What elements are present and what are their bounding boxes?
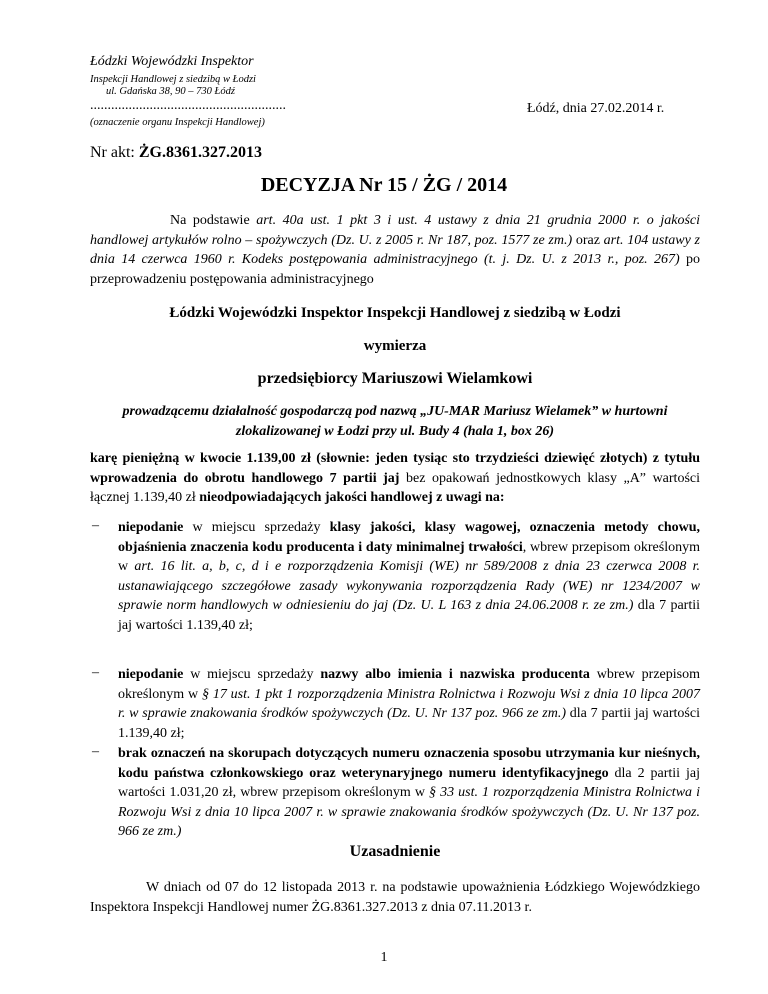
bullet-dash: – — [92, 665, 99, 680]
authority-caption: (oznaczenie organu Inspekcji Handlowej) — [90, 117, 265, 128]
page-number: 1 — [380, 950, 388, 965]
case-number-value: ŻG.8361.327.2013 — [138, 144, 262, 161]
violation-item: niepodanie w miejscu sprzedaży nazwy albo imienia i nazwiska producenta wbrew przepisom określonym w § 17 ust. 1 pkt 1 rozporządzenia Ministra Rolnictwa i Rozwoju Wsi z dnia 10 lipca 2007 r. w sprawie znakowania środków spożywczych (Dz. U. Nr 137 poz. 966 ze zm.) dla 7 partii jaj wartości 1.139,40 zł; — [118, 667, 701, 741]
recipient-name: przedsiębiorcy Mariuszowi Wielamkowi — [257, 370, 533, 387]
case-number-label: Nr akt: — [90, 144, 139, 161]
justification-paragraph: W dniach od 07 do 12 listopada 2013 r. na podstawie upoważnienia Łódzkiego Wojewódzkiego Inspektora Inspekcji Handlowej numer ŻG.8361.327.2013 z dnia 07.11.2013 r. — [90, 880, 700, 915]
place-date: Łódź, dnia 27.02.2014 r. — [527, 101, 665, 116]
recipient-description: prowadzącemu działalność gospodarczą pod nazwą „JU-MAR Mariusz Wielamek” w hurtowni zlokalizowanej w Łodzi przy ul. Budy 4 (hala 1, box 26) — [122, 404, 668, 439]
decision-verb: wymierza — [363, 338, 427, 354]
authority-name: Łódzki Wojewódzki Inspektor — [90, 54, 254, 69]
justification-heading: Uzasadnienie — [349, 843, 441, 860]
decision-title: DECYZJA Nr 15 / ŻG / 2014 — [260, 174, 508, 196]
signature-dots: ........................................................ — [90, 98, 286, 113]
authority-seat: Inspekcji Handlowej z siedzibą w Łodzi — [90, 74, 256, 85]
preamble-paragraph: Na podstawie art. 40a ust. 1 pkt 3 i ust. 4 ustawy z dnia 21 grudnia 2000 r. o jakości handlowej artykułów rolno – spożywczych (Dz. U. z 2005 r. Nr 187, poz. 1577 ze zm.) oraz art. 104 ustawy z dnia 14 czerwca 1960 r. Kodeks postępowania administracyjnego (t. j. Dz. U. z 2013 r., poz. 267) po przeprowadzeniu postępowania administracyjnego — [90, 213, 701, 287]
violation-item: niepodanie w miejscu sprzedaży klasy jakości, klasy wagowej, oznaczenia metody chowu, objaśnienia znaczenia kodu producenta i daty minimalnej trwałości, wbrew przepisom określonym w art. 16 lit. a, b, c, d i e rozporządzenia Komisji (WE) nr 589/2008 z dnia 23 czerwca 2008 r. ustanawiającego szczegółowe zasady wykonywania rozporządzenia Rady (WE) nr 1234/2007 w sprawie norm handlowych w odniesieniu do jaj (Dz. U. L 163 z dnia 24.06.2008 r. ze zm.) dla 7 partii jaj wartości 1.139,40 zł; — [118, 520, 700, 633]
penalty-paragraph: karę pieniężną w kwocie 1.139,00 zł (słownie: jeden tysiąc sto trzydzieści dziewięć złotych) z tytułu wprowadzenia do obrotu handlowego 7 partii jaj bez opakowań jednostkowych klasy „A” wartości łącznej 1.139,40 zł nieodpowiadających jakości handlowej z uwagi na: — [90, 451, 700, 505]
violation-item: brak oznaczeń na skorupach dotyczących numeru oznaczenia sposobu utrzymania kur nieśnych, kodu państwa członkowskiego oraz weterynaryjnego numeru identyfikacyjnego dla 2 partii jaj wartości 1.031,20 zł, wbrew przepisom określonym w § 33 ust. 1 rozporządzenia Ministra Rolnictwa i Rozwoju Wsi z dnia 10 lipca 2007 r. w sprawie znakowania środków spożywczych (Dz. U. Nr 137 poz. 966 ze zm.) — [118, 746, 700, 839]
bullet-dash: – — [92, 744, 99, 759]
case-number — [90, 144, 262, 162]
bullet-dash: – — [92, 518, 99, 533]
authority-address: ul. Gdańska 38, 90 – 730 Łódź — [106, 86, 235, 97]
authority-heading: Łódzki Wojewódzki Inspektor Inspekcji Handlowej z siedzibą w Łodzi — [169, 305, 621, 321]
